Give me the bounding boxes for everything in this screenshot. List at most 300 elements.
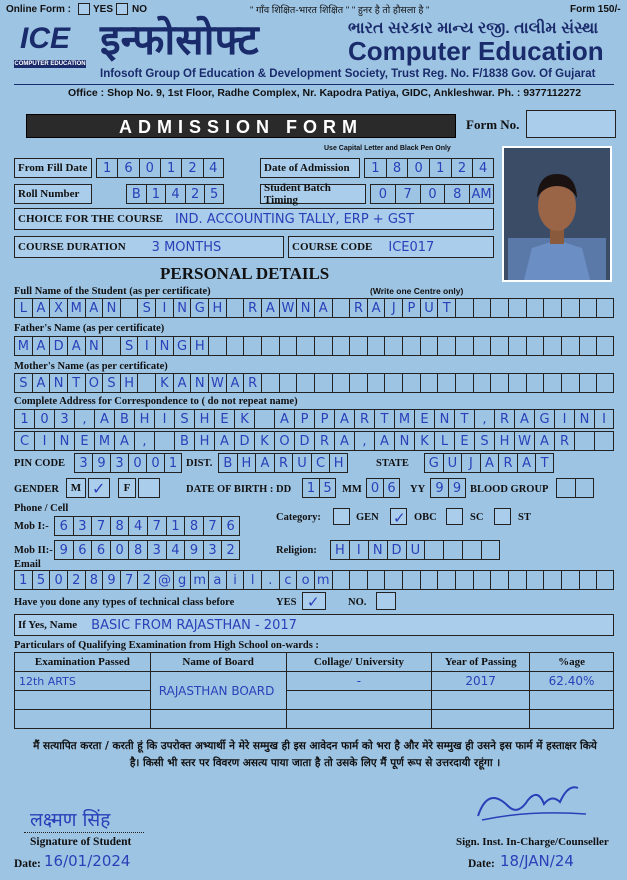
form-fee: Form 150/- [570, 4, 621, 15]
dob-dd-cells[interactable] [302, 478, 336, 498]
char-cell [420, 336, 438, 356]
char-cell: P [402, 298, 420, 318]
char-cell: 2 [185, 184, 205, 204]
category-sc-checkbox[interactable] [446, 508, 463, 525]
char-cell: 9 [92, 453, 110, 473]
char-cell: 2 [221, 540, 240, 560]
char-cell: O [274, 431, 294, 451]
course-choice-field[interactable] [14, 208, 494, 230]
tech-class-label: Have you done any types of technical class before [14, 597, 235, 608]
char-cell [481, 540, 500, 560]
char-cell [574, 431, 594, 451]
mob2-cells[interactable] [54, 540, 240, 560]
char-cell: @ [155, 570, 173, 590]
table-row[interactable] [15, 672, 614, 691]
char-cell: R [494, 409, 514, 429]
char-cell: 2 [67, 570, 85, 590]
date-admission-label: Date of Admission [260, 158, 360, 178]
mother-name-label: Mother's Name (as per certificate) [14, 361, 168, 372]
dob-yy-cells[interactable] [430, 478, 466, 498]
char-cell [526, 570, 544, 590]
if-yes-value: BASIC FROM RAJASTHAN - 2017 [91, 617, 297, 633]
char-cell: A [261, 298, 279, 318]
char-cell: N [85, 336, 103, 356]
ice-logo [14, 22, 86, 78]
char-cell: 8 [386, 158, 408, 178]
qual-college-cell: - [286, 672, 432, 691]
char-cell: X [49, 298, 67, 318]
char-cell: , [74, 409, 94, 429]
char-cell: 0 [407, 158, 429, 178]
char-cell: 8 [444, 184, 469, 204]
gender-m-checkbox[interactable] [88, 478, 110, 498]
char-cell: 3 [73, 516, 92, 536]
char-cell: 0 [146, 453, 164, 473]
qual-empty-cell [286, 691, 432, 710]
qual-empty-cell [530, 691, 614, 710]
char-cell: A [173, 373, 191, 393]
char-cell [367, 570, 385, 590]
category-sc-label: SC [470, 512, 484, 523]
char-cell [596, 298, 614, 318]
char-cell: 7 [120, 570, 138, 590]
char-cell: H [237, 453, 256, 473]
char-cell: G [190, 298, 208, 318]
char-cell: 7 [91, 516, 110, 536]
qual-empty-cell [286, 710, 432, 729]
char-cell: 0 [34, 409, 54, 429]
dob-mm-cells[interactable] [366, 478, 400, 498]
char-cell: A [32, 336, 50, 356]
char-cell [455, 336, 473, 356]
batch-timing-label: Student Batch Timing [260, 184, 366, 204]
address-line1-cells[interactable] [14, 409, 614, 429]
online-form-label: Online Form : [6, 4, 71, 15]
char-cell [208, 336, 226, 356]
father-name-cells[interactable] [14, 336, 614, 356]
char-cell: 0 [128, 453, 146, 473]
qual-heading: Particulars of Qualifying Examination from High School on-wards : [14, 640, 319, 651]
char-cell: m [190, 570, 208, 590]
char-cell: 0 [370, 184, 395, 204]
char-cell: 2 [451, 158, 473, 178]
char-cell: 4 [166, 540, 185, 560]
char-cell: H [494, 431, 514, 451]
char-cell: L [434, 431, 454, 451]
student-signature-label: Signature of Student [30, 836, 132, 848]
char-cell [455, 373, 473, 393]
char-cell: H [330, 540, 349, 560]
char-cell: D [387, 540, 406, 560]
char-cell: R [243, 373, 261, 393]
char-cell: A [374, 431, 394, 451]
char-cell [473, 298, 491, 318]
address-label: Complete Address for Correspondence to ( do not repeat name) [14, 396, 298, 407]
roll-number-label: Roll Number [14, 184, 92, 204]
char-cell [437, 570, 455, 590]
char-cell: E [454, 431, 474, 451]
char-cell: A [334, 431, 354, 451]
char-cell [102, 336, 120, 356]
char-cell: R [554, 431, 574, 451]
char-cell [296, 373, 314, 393]
char-cell: 4 [128, 516, 147, 536]
category-obc-checkbox[interactable] [390, 508, 407, 525]
dist-cells[interactable] [218, 453, 348, 473]
char-cell: N [173, 298, 191, 318]
category-st-label: ST [518, 512, 531, 523]
char-cell: M [67, 298, 85, 318]
full-name-cells[interactable] [14, 298, 614, 318]
char-cell [402, 336, 420, 356]
char-cell: O [85, 373, 103, 393]
char-cell [279, 373, 297, 393]
char-cell [490, 373, 508, 393]
char-cell: 1 [302, 478, 319, 498]
char-cell: 4 [203, 158, 224, 178]
online-yes-label: YES [93, 4, 114, 15]
char-cell: A [214, 431, 234, 451]
char-cell: i [226, 570, 244, 590]
char-cell: N [296, 298, 314, 318]
from-fill-date-label: From Fill Date [14, 158, 92, 178]
char-cell [154, 431, 174, 451]
char-cell: 0 [49, 570, 67, 590]
char-cell: 5 [32, 570, 50, 590]
char-cell [543, 373, 561, 393]
date-admission-cells[interactable] [364, 158, 494, 178]
char-cell: m [314, 570, 332, 590]
mob2-label: Mob II:- [14, 545, 53, 556]
char-cell: . [261, 570, 279, 590]
qual-exam-cell: 12th ARTS [15, 672, 151, 691]
char-cell: 4 [472, 158, 494, 178]
char-cell: K [155, 373, 173, 393]
state-cells[interactable] [424, 453, 554, 473]
gender-label: GENDER [14, 484, 59, 495]
char-cell: E [414, 409, 434, 429]
char-cell: A [114, 431, 134, 451]
roll-number-cells[interactable] [126, 184, 224, 204]
char-cell: H [190, 336, 208, 356]
qual-header-college: Collage/ University [286, 653, 432, 672]
char-cell [473, 570, 491, 590]
char-cell [543, 298, 561, 318]
char-cell [243, 336, 261, 356]
char-cell: A [32, 298, 50, 318]
char-cell: W [279, 298, 297, 318]
char-cell: G [173, 336, 191, 356]
char-cell: D [49, 336, 67, 356]
char-cell: A [367, 298, 385, 318]
mother-name-cells[interactable] [14, 373, 614, 393]
char-cell: K [234, 409, 254, 429]
char-cell [526, 298, 544, 318]
char-cell [332, 336, 350, 356]
char-cell: E [214, 409, 234, 429]
char-cell: 9 [430, 478, 448, 498]
char-cell [261, 373, 279, 393]
char-cell [556, 478, 575, 498]
char-cell [296, 336, 314, 356]
char-cell [455, 570, 473, 590]
char-cell: T [374, 409, 394, 429]
blood-group-cells[interactable] [556, 478, 594, 498]
char-cell [226, 336, 244, 356]
char-cell: 3 [203, 540, 222, 560]
if-yes-field[interactable] [14, 614, 614, 636]
char-cell: , [474, 409, 494, 429]
course-code-field[interactable] [288, 236, 494, 258]
email-label: Email [14, 559, 41, 570]
char-cell [420, 570, 438, 590]
tech-yes-label: YES [276, 597, 297, 608]
category-gen-label: GEN [356, 512, 379, 523]
char-cell [473, 336, 491, 356]
dob-mm-label: MM [342, 484, 362, 495]
char-cell [437, 336, 455, 356]
char-cell: o [296, 570, 314, 590]
char-cell: 3 [54, 409, 74, 429]
char-cell: 1 [166, 516, 185, 536]
char-cell: N [190, 373, 208, 393]
personal-details-heading: PERSONAL DETAILS [160, 264, 330, 283]
char-cell: 0 [366, 478, 383, 498]
char-cell: N [54, 431, 74, 451]
char-cell [543, 570, 561, 590]
logo-text: ICE [20, 22, 71, 55]
char-cell: H [329, 453, 348, 473]
char-cell: 7 [203, 516, 222, 536]
char-cell: P [294, 409, 314, 429]
char-cell: 6 [91, 540, 110, 560]
char-cell [424, 540, 443, 560]
char-cell: H [208, 298, 226, 318]
char-cell [508, 570, 526, 590]
char-cell: 9 [102, 570, 120, 590]
char-cell [526, 336, 544, 356]
batch-timing-cells[interactable] [370, 184, 494, 204]
tech-yes-checkbox[interactable] [302, 592, 326, 610]
char-cell: T [535, 453, 554, 473]
char-cell: N [434, 409, 454, 429]
hindi-institute-name: इन्फोसोफ्ट [100, 15, 259, 64]
char-cell [473, 373, 491, 393]
char-cell: A [94, 409, 114, 429]
char-cell [490, 298, 508, 318]
full-name-label: Full Name of the Student (as per certificate) [14, 286, 211, 297]
logo-subtext: COMPUTER EDUCATION [14, 61, 86, 67]
char-cell: I [594, 409, 614, 429]
char-cell: 8 [184, 516, 203, 536]
table-row[interactable] [15, 691, 614, 710]
char-cell [349, 373, 367, 393]
char-cell: S [102, 373, 120, 393]
char-cell [594, 431, 614, 451]
char-cell [561, 336, 579, 356]
gender-f-label: F [118, 478, 136, 498]
char-cell: G [534, 409, 554, 429]
student-date-label: Date: [14, 858, 41, 870]
char-cell: I [554, 409, 574, 429]
char-cell: N [368, 540, 387, 560]
category-label: Category: [276, 512, 321, 523]
from-fill-date-cells[interactable] [96, 158, 224, 178]
pin-cells[interactable] [74, 453, 182, 473]
char-cell: c [279, 570, 297, 590]
char-cell: A [274, 409, 294, 429]
qual-empty-cell [150, 710, 286, 729]
online-no-label: NO [132, 4, 147, 15]
char-cell [332, 570, 350, 590]
char-cell [543, 336, 561, 356]
char-cell: A [226, 373, 244, 393]
form-title: ADMISSION FORM [26, 114, 456, 138]
char-cell [462, 540, 481, 560]
char-cell [443, 540, 462, 560]
char-cell: a [208, 570, 226, 590]
char-cell: T [454, 409, 474, 429]
char-cell [254, 409, 274, 429]
qual-empty-cell [15, 710, 151, 729]
char-cell: A [32, 373, 50, 393]
char-cell [279, 336, 297, 356]
char-cell: 3 [110, 453, 128, 473]
char-cell: 3 [74, 453, 92, 473]
dob-yy-label: YY [410, 484, 426, 495]
char-cell: B [126, 184, 146, 204]
char-cell: U [292, 453, 311, 473]
address-line2-cells[interactable] [14, 431, 614, 451]
qual-header-year: Year of Passing [432, 653, 530, 672]
char-cell: R [349, 298, 367, 318]
char-cell: A [480, 453, 499, 473]
char-cell: 4 [165, 184, 185, 204]
char-cell: J [461, 453, 480, 473]
email-cells[interactable] [14, 570, 614, 590]
char-cell [579, 298, 597, 318]
char-cell: S [137, 298, 155, 318]
english-institute-name: Computer Education [348, 36, 604, 66]
char-cell [490, 570, 508, 590]
char-cell: A [67, 336, 85, 356]
char-cell: T [437, 298, 455, 318]
char-cell [490, 336, 508, 356]
char-cell: U [406, 540, 425, 560]
obc-check-mark: ✓ [393, 509, 406, 527]
char-cell: 6 [54, 516, 73, 536]
char-cell: 1 [164, 453, 182, 473]
gender-f-checkbox[interactable] [138, 478, 160, 498]
char-cell: , [354, 431, 374, 451]
char-cell: 0 [139, 158, 160, 178]
counsellor-date-label: Date: [468, 858, 495, 870]
char-cell: A [517, 453, 536, 473]
char-cell: 1 [96, 158, 117, 178]
char-cell [508, 373, 526, 393]
char-cell: D [234, 431, 254, 451]
char-cell: 1 [160, 158, 181, 178]
category-gen-checkbox[interactable] [333, 508, 350, 525]
qual-pct-cell: 62.40% [530, 672, 614, 691]
char-cell [561, 373, 579, 393]
char-cell: U [420, 298, 438, 318]
course-duration-value: 3 MONTHS [151, 239, 222, 255]
char-cell: 0 [420, 184, 445, 204]
char-cell: 5 [319, 478, 336, 498]
char-cell: T [67, 373, 85, 393]
char-cell: 1 [429, 158, 451, 178]
char-cell: C [311, 453, 330, 473]
char-cell: N [102, 298, 120, 318]
char-cell: S [14, 373, 32, 393]
char-cell [120, 298, 138, 318]
char-cell [261, 336, 279, 356]
char-cell: 6 [117, 158, 138, 178]
char-cell: l [243, 570, 261, 590]
char-cell: M [94, 431, 114, 451]
mob1-cells[interactable] [54, 516, 240, 536]
mob1-label: Mob I:- [14, 521, 49, 532]
qual-board-cell: RAJASTHAN BOARD [150, 672, 286, 710]
course-duration-field[interactable] [14, 236, 284, 258]
qual-year-cell: 2017 [432, 672, 530, 691]
char-cell: I [155, 298, 173, 318]
table-row[interactable] [15, 710, 614, 729]
char-cell [508, 336, 526, 356]
char-cell: 8 [85, 570, 103, 590]
char-cell [384, 373, 402, 393]
char-cell: D [294, 431, 314, 451]
state-label: STATE [376, 458, 409, 469]
char-cell: 2 [137, 570, 155, 590]
char-cell: S [474, 431, 494, 451]
course-choice-label: CHOICE FOR THE COURSE [18, 213, 163, 225]
char-cell [596, 373, 614, 393]
char-cell: AM [469, 184, 494, 204]
declaration-text: मैं सत्यापित करता / करती हूं कि उपरोक्त अभ्यार्थी ने मेरे सम्मुख ही इस आवेदन फार्म को भरा है और मेरे सम्मुख ही उसने इस फार्म में हस्ताक्षर किये है। किसी भी स्तर पर विवरण असत्य पाया जाता है तो उसके लिए मैं पूर्ण रूप से उत्तरदायी रहूंगा । [33, 740, 597, 769]
form-no-field[interactable] [526, 110, 616, 138]
if-yes-label: If Yes, Name [18, 619, 78, 631]
char-cell [579, 570, 597, 590]
char-cell: I [154, 409, 174, 429]
course-code-value: ICE017 [388, 239, 435, 255]
char-cell: 6 [383, 478, 400, 498]
char-cell: B [174, 431, 194, 451]
char-cell: , [134, 431, 154, 451]
char-cell: U [443, 453, 462, 473]
tech-no-checkbox[interactable] [376, 592, 396, 610]
char-cell: A [334, 409, 354, 429]
qual-header-board: Name of Board [150, 653, 286, 672]
char-cell: I [349, 540, 368, 560]
char-cell [596, 336, 614, 356]
char-cell: N [574, 409, 594, 429]
blood-group-label: BLOOD GROUP [470, 484, 549, 495]
char-cell: W [208, 373, 226, 393]
char-cell: A [85, 298, 103, 318]
qual-header-exam: Examination Passed [15, 653, 151, 672]
char-cell: S [174, 409, 194, 429]
char-cell: A [255, 453, 274, 473]
religion-cells[interactable] [330, 540, 500, 560]
category-st-checkbox[interactable] [494, 508, 511, 525]
char-cell [384, 336, 402, 356]
online-yes-checkbox[interactable] [78, 3, 90, 15]
office-address: Office : Shop No. 9, 1st Floor, Radhe Complex, Nr. Kapodra Patiya, GIDC, Ankleshwar. Ph. : 9377112272 [68, 87, 582, 99]
qual-empty-cell [432, 710, 530, 729]
char-cell: P [314, 409, 334, 429]
